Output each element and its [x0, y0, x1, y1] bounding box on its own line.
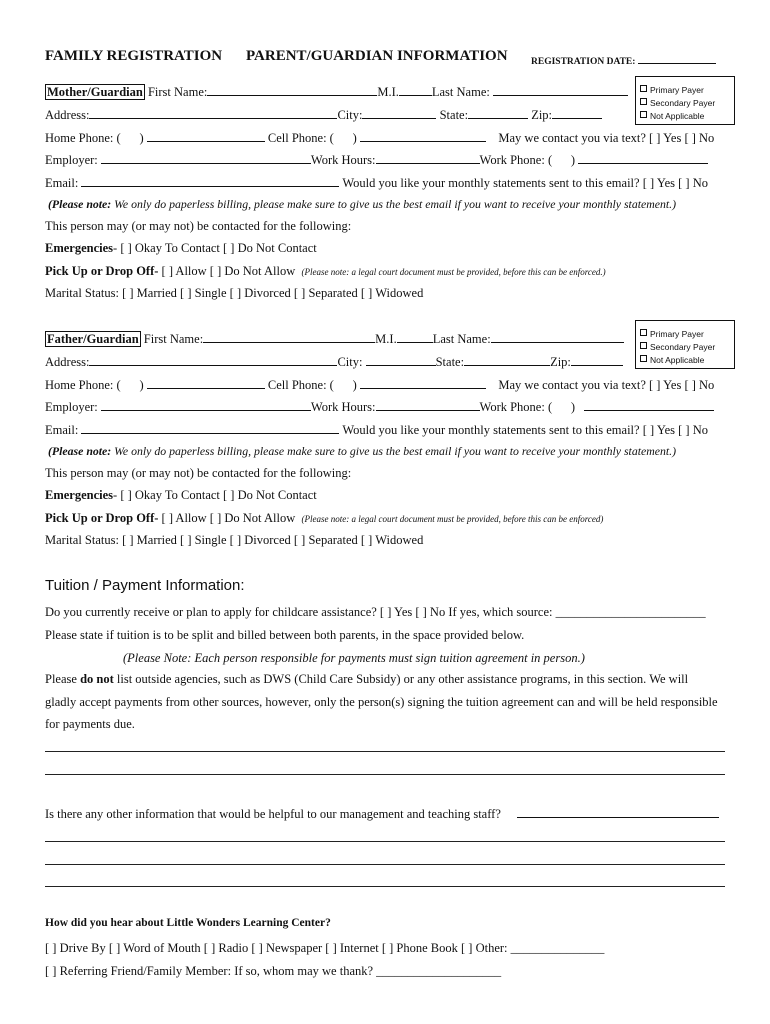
referral-heading: How did you hear about Little Wonders Learning Center?	[45, 917, 331, 929]
assistance-question[interactable]: Do you currently receive or plan to apply for childcare assistance? [ ] Yes [ ] No If yes, which source: ________________________	[45, 605, 706, 619]
father-emergencies[interactable]: Emergencies- [ ] Okay To Contact [ ] Do Not Contact	[45, 488, 317, 502]
father-contact-intro: This person may (or may not) be contacted for the following:	[45, 466, 352, 480]
tuition-answer-line[interactable]	[45, 751, 725, 752]
other-info-line[interactable]	[45, 886, 725, 887]
mother-name-row[interactable]: Mother/Guardian First Name: M.I. Last Name:	[45, 84, 628, 100]
father-phone-row[interactable]: Home Phone: ( ) Cell Phone: ( ) May we contact you via text? [ ] Yes [ ] No	[45, 378, 715, 392]
referral-options[interactable]: [ ] Drive By [ ] Word of Mouth [ ] Radio [ ] Newspaper [ ] Internet [ ] Phone Book [ ] Other: _______________	[45, 941, 605, 955]
father-marital-status[interactable]: Marital Status: [ ] Married [ ] Single [ ] Divorced [ ] Separated [ ] Widowed	[45, 533, 424, 547]
other-info-line[interactable]	[45, 841, 725, 842]
father-address-row[interactable]: Address: City: State: Zip:	[45, 354, 623, 370]
checkbox-icon[interactable]	[640, 111, 647, 118]
mother-pickup[interactable]: Pick Up or Drop Off- [ ] Allow [ ] Do Not Allow (Please note: a legal court document must be provided, before this can be enforced.)	[45, 264, 606, 278]
checkbox-icon[interactable]	[640, 342, 647, 349]
mother-employer-row[interactable]: Employer: Work Hours: Work Phone: ( )	[45, 152, 708, 168]
mother-phone-row[interactable]: Home Phone: ( ) Cell Phone: ( ) May we contact you via text? [ ] Yes [ ] No	[45, 131, 715, 145]
section-title: PARENT/GUARDIAN INFORMATION	[246, 48, 508, 64]
tuition-heading: Tuition / Payment Information:	[45, 577, 245, 594]
tuition-note: (Please Note: Each person responsible for payments must sign tuition agreement in person.)	[123, 651, 585, 665]
tuition-answer-line[interactable]	[45, 774, 725, 775]
mother-email-row[interactable]: Email: Would you like your monthly statements sent to this email? [ ] Yes [ ] No	[45, 176, 708, 190]
gladly-text: gladly accept payments from other sources, however, only the person(s) signing the tuition agreement can and will be held responsible	[45, 695, 718, 709]
payments-due-text: for payments due.	[45, 717, 135, 731]
father-paperless-note: (Please note: We only do paperless billing, please make sure to give us the best email if you want to receive your monthly statement.)	[48, 444, 677, 458]
checkbox-icon[interactable]	[640, 85, 647, 92]
mother-address-row[interactable]: Address: City: State: Zip:	[45, 107, 602, 123]
referral-friend[interactable]: [ ] Referring Friend/Family Member: If so, whom may we thank? ____________________	[45, 964, 502, 978]
checkbox-icon[interactable]	[640, 355, 647, 362]
other-info-line[interactable]	[45, 864, 725, 865]
father-payer-box[interactable]: Primary Payer Secondary Payer Not Applicable	[635, 320, 735, 369]
registration-date[interactable]: REGISTRATION DATE:	[531, 52, 716, 67]
mother-emergencies[interactable]: Emergencies- [ ] Okay To Contact [ ] Do Not Contact	[45, 241, 317, 255]
other-info-question[interactable]: Is there any other information that would be helpful to our management and teaching staff?	[45, 806, 719, 822]
father-label: Father/Guardian	[47, 332, 139, 346]
checkbox-icon[interactable]	[640, 329, 647, 336]
father-pickup[interactable]: Pick Up or Drop Off- [ ] Allow [ ] Do Not Allow (Please note: a legal court document must be provided, before this can be enforced)	[45, 511, 604, 525]
split-billing-text: Please state if tuition is to be split and billed between both parents, in the space provided below.	[45, 628, 525, 642]
outside-agencies-text: Please do not list outside agencies, such as DWS (Child Care Subsidy) or any other assistance programs, in this section. We will	[45, 672, 689, 686]
father-employer-row[interactable]: Employer: Work Hours: Work Phone: ( )	[45, 399, 714, 415]
mother-label: Mother/Guardian	[47, 85, 143, 99]
mother-marital-status[interactable]: Marital Status: [ ] Married [ ] Single [ ] Divorced [ ] Separated [ ] Widowed	[45, 286, 424, 300]
mother-payer-box[interactable]: Primary Payer Secondary Payer Not Applicable	[635, 76, 735, 125]
checkbox-icon[interactable]	[640, 98, 647, 105]
mother-paperless-note: (Please note: We only do paperless billing, please make sure to give us the best email if you want to receive your monthly statement.)	[48, 197, 677, 211]
father-email-row[interactable]: Email: Would you like your monthly statements sent to this email? [ ] Yes [ ] No	[45, 423, 708, 437]
form-title: FAMILY REGISTRATION	[45, 48, 223, 64]
father-name-row[interactable]: Father/Guardian First Name: M.I. Last Name:	[45, 331, 624, 347]
mother-contact-intro: This person may (or may not) be contacted for the following:	[45, 219, 352, 233]
